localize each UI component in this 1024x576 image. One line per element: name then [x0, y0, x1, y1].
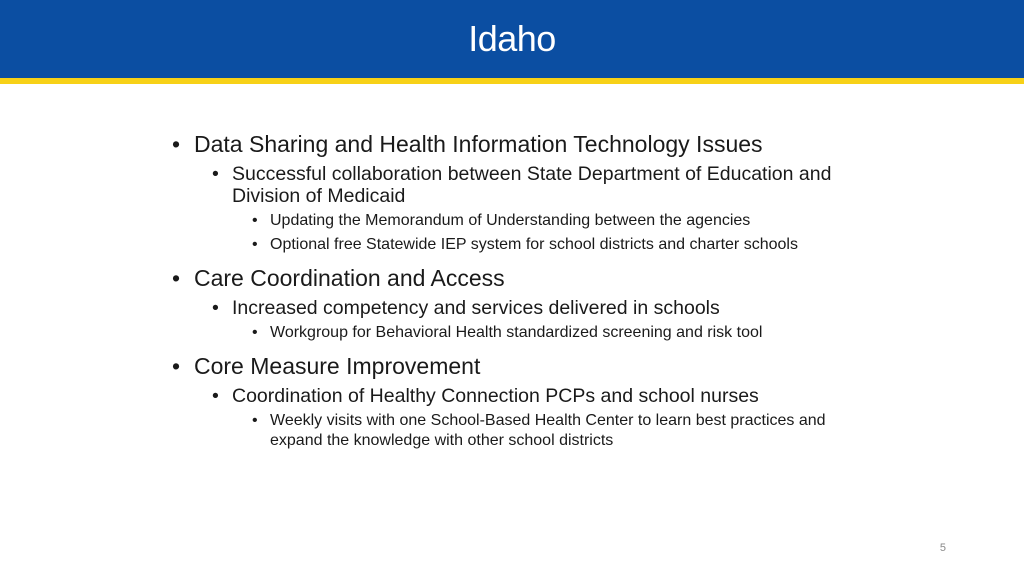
bullet-icon: • [212, 297, 219, 319]
bullet-text: Successful collaboration between State Department of Education and Division of Medicaid [232, 163, 832, 207]
bullet-icon: • [252, 236, 258, 253]
bullet-text: Optional free Statewide IEP system for school districts and charter schools [270, 236, 798, 253]
bullet-icon: • [212, 385, 219, 407]
bullet-text: Core Measure Improvement [194, 353, 481, 379]
bullet-icon: • [252, 412, 258, 429]
title-banner [0, 0, 1024, 78]
sub-bullet-item [208, 297, 870, 319]
sub-sub-bullet-item [248, 211, 830, 231]
sub-bullet-item [208, 385, 870, 407]
bullet-icon: • [252, 324, 258, 341]
bullet-text: Data Sharing and Health Information Technology Issues [194, 131, 763, 157]
bullet-text: Increased competency and services delivered in schools [232, 297, 720, 319]
bullet-item [170, 129, 870, 159]
sub-sub-bullet-item [248, 411, 830, 451]
bullet-icon: • [252, 212, 258, 229]
bullet-text: Care Coordination and Access [194, 265, 505, 291]
bullet-text: Workgroup for Behavioral Health standardized screening and risk tool [270, 324, 763, 341]
sub-sub-bullet-item [248, 323, 870, 343]
bullet-text: Coordination of Healthy Connection PCPs and school nurses [232, 385, 759, 407]
bullet-icon: • [212, 163, 219, 185]
sub-sub-bullet-item [248, 235, 830, 255]
page-number: 5 [939, 542, 946, 554]
bullet-icon: • [172, 353, 181, 379]
bullet-list [170, 125, 870, 451]
bullet-icon: • [172, 131, 181, 157]
bullet-text: Weekly visits with one School-Based Health Center to learn best practices and expand the knowledge with other school districts [270, 412, 826, 449]
title-accent-stripe [0, 78, 1024, 84]
bullet-icon: • [172, 265, 181, 291]
bullet-item [170, 351, 870, 381]
bullet-item [170, 263, 870, 293]
sub-bullet-item [208, 163, 870, 207]
slide-title: Idaho [468, 18, 556, 59]
bullet-text: Updating the Memorandum of Understanding between the agencies [270, 212, 751, 229]
